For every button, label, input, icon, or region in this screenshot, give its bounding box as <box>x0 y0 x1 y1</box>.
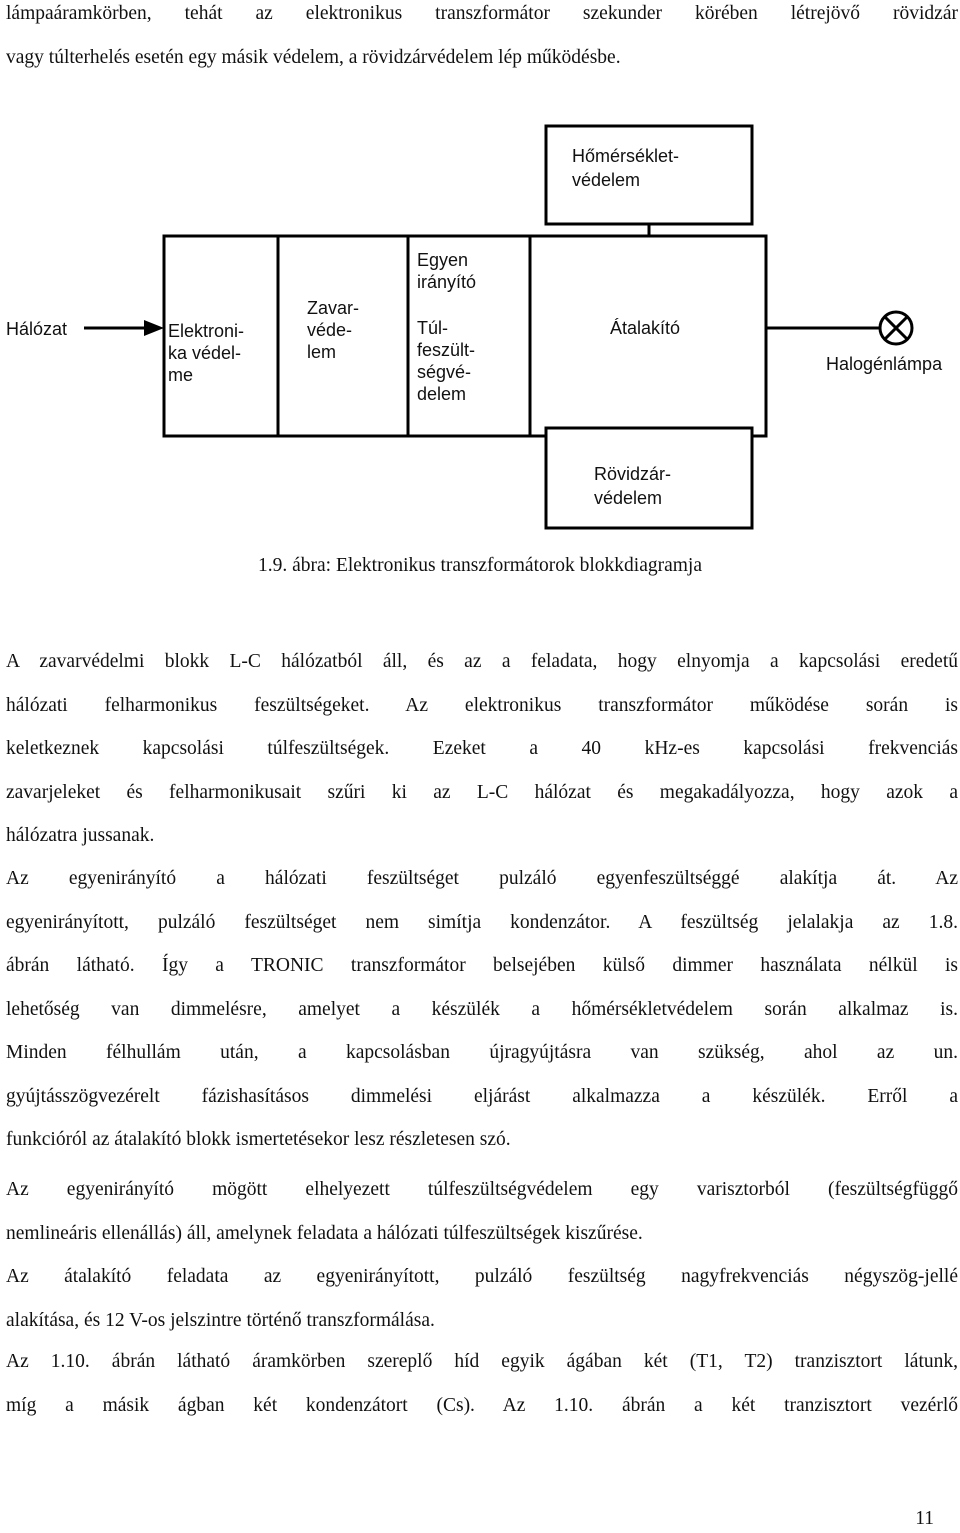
text-line: ábrán látható. Így a TRONIC transzformátor belsejében külső dimmer használata nélkül is <box>6 955 958 976</box>
text-line: hálózati felharmonikus feszültségeket. Az elektronikus transzformátor működése során is <box>6 694 958 716</box>
text-line: Az egyenirányító a hálózati feszültséget pulzáló egyenfeszültséggé alakítja át. Az <box>6 868 958 889</box>
temperature-protection-label: Hőmérséklet- <box>572 146 680 166</box>
rectifier-label: irányító <box>417 272 477 292</box>
interference-protection-label: Zavar- <box>307 298 360 318</box>
text-line: Minden félhullám után, a kapcsolásban újragyújtásra van szükség, ahol az un. <box>6 1042 958 1063</box>
body-paragraph <box>6 1168 958 1255</box>
text-line: lehetőség van dimmelésre, amelyet a készülék a hőmérsékletvédelem során alkalmaz is. <box>6 998 958 1020</box>
body-paragraph <box>6 1340 958 1427</box>
text-line: A zavarvédelmi blokk L-C hálózatból áll, és az a feladata, hogy elnyomja a kapcsolási eredetű <box>6 651 958 672</box>
temperature-protection-label: védelem <box>572 170 641 190</box>
body-paragraph <box>6 640 958 858</box>
electronic-protection-label: ka védel- <box>168 343 242 363</box>
text-line: funkcióról az átalakító blokk ismertetésekor lesz részletesen szó. <box>6 1129 511 1150</box>
text-line: hálózatra jussanak. <box>6 825 155 846</box>
text-line: míg a másik ágban két kondenzátort (Cs). Az 1.10. ábrán a két tranzisztort vezérlő <box>6 1394 958 1416</box>
intro-paragraph <box>6 0 958 79</box>
text-line: vagy túlterhelés esetén egy másik védelem, a rövidzárvédelem lép működésbe. <box>6 46 621 68</box>
page-number: 11 <box>915 1508 934 1529</box>
input-arrow-icon <box>144 320 164 336</box>
converter-label: Átalakító <box>610 318 681 338</box>
block-diagram <box>0 110 960 550</box>
text-line: zavarjeleket és felharmonikusait szűri ki az L-C hálózat és megakadályozza, hogy azok a <box>6 781 958 803</box>
text-line: Az egyenirányító mögött elhelyezett túlfeszültségvédelem egy varisztorból (feszültségfüggő <box>6 1179 958 1200</box>
electronic-protection-label: me <box>168 365 194 385</box>
text-line: Az 1.10. ábrán látható áramkörben szereplő híd egyik ágában két (T1, T2) tranzisztort látunk, <box>6 1351 958 1372</box>
interference-protection-label: lem <box>307 342 337 362</box>
overvoltage-protection-label: ségvé- <box>417 362 472 382</box>
interference-protection-label: véde- <box>307 320 353 340</box>
output-label: Halogénlámpa <box>826 354 943 374</box>
text-line: keletkeznek kapcsolási túlfeszültségek. Ezeket a 40 kHz-es kapcsolási frekvenciás <box>6 738 958 759</box>
input-label: Hálózat <box>6 319 68 339</box>
text-line: lámpaáramkörben, tehát az elektronikus transzformátor szekunder körében létrejövő rövidzár <box>6 3 958 24</box>
body-paragraph <box>6 1255 958 1342</box>
overvoltage-protection-label: feszült- <box>417 340 476 360</box>
rectifier-label: Egyen <box>417 250 469 270</box>
text-line: gyújtásszögvezérelt fázishasításos dimmelési eljárást alkalmazza a készülék. Erről a <box>6 1085 958 1107</box>
electronic-protection-label: Elektroni- <box>168 321 245 341</box>
text-line: alakítása, és 12 V-os jelszintre történő transzformálása. <box>6 1309 435 1331</box>
short-circuit-protection-label: védelem <box>594 488 663 508</box>
figure-caption: 1.9. ábra: Elektronikus transzformátorok blokkdiagramja <box>257 555 703 576</box>
text-line: egyenirányított, pulzáló feszültséget nem simítja kondenzátor. A feszültség jelalakja az 1.8. <box>6 911 958 933</box>
short-circuit-protection-label: Rövidzár- <box>594 464 672 484</box>
overvoltage-protection-label: delem <box>417 384 467 404</box>
body-paragraph <box>6 857 958 1162</box>
text-line: Az átalakító feladata az egyenirányított, pulzáló feszültség nagyfrekvenciás négyszög-jellé <box>6 1266 958 1287</box>
overvoltage-protection-label: Túl- <box>417 318 448 338</box>
text-line: nemlineáris ellenállás) áll, amelynek feladata a hálózati túlfeszültségek kiszűrése. <box>6 1222 643 1244</box>
